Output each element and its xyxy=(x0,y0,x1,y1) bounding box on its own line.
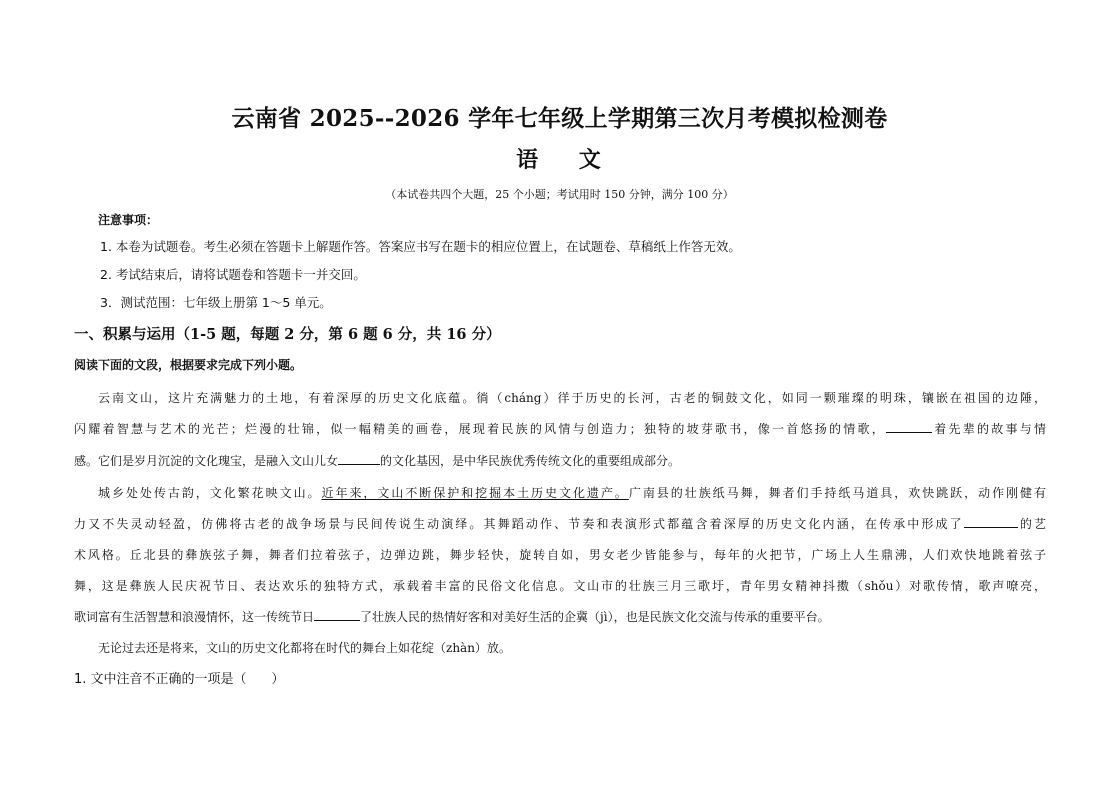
passage-text: 的艺 xyxy=(1017,517,1046,531)
passage-text: 城乡处处传古韵，文化繁花映文山。 xyxy=(98,486,322,500)
fill-blank xyxy=(314,608,360,621)
question-1: 1. 文中注音不正确的一项是（ ） xyxy=(74,672,285,687)
reading-instruction: 阅读下面的文段，根据要求完成下列小题。 xyxy=(74,358,303,372)
passage-line xyxy=(74,608,1046,625)
subject-title: 语 文 xyxy=(516,147,603,173)
exam-info: （本试卷共四个大题，25 个小题；考试用时 150 分钟，满分 100 分） xyxy=(385,188,734,201)
passage-text: 的文化基因，是中华民族优秀传统文化的重要组成部分。 xyxy=(380,454,681,468)
exam-title: 云南省 2025--2026 学年七年级上学期第三次月考模拟检测卷 xyxy=(231,105,888,132)
passage-text: 云南文山，这片充满魅力的土地，有着深厚的历史文化底蕴。徜（cháng）徉于历史的长河，古老的铜鼓文化，如同一颗璀璨的明珠，镶嵌在祖国的边陲， xyxy=(98,391,1046,405)
fill-blank xyxy=(964,515,1018,528)
passage-text: 歌词富有生活智慧和浪漫情怀，这一传统节日 xyxy=(74,610,315,624)
passage-text: 感。它们是岁月沉淀的文化瑰宝，是融入文山儿女 xyxy=(74,454,339,468)
notice-item-2: 2. 考试结束后，请将试题卷和答题卡一并交回。 xyxy=(100,267,366,282)
passage-line xyxy=(74,420,1046,437)
passage-line: 无论过去还是将来，文山的历史文化都将在时代的舞台上如花绽（zhàn）放。 xyxy=(98,641,511,655)
passage-text: 了壮族人民的热情好客和对美好生活的企冀（jì），也是民族文化交流与传承的重要平台。 xyxy=(360,610,830,624)
passage-text: 力又不失灵动轻盈，仿佛将古老的战争场景与民间传说生动演绎。其舞蹈动作、节奏和表演形式都蕴含着深厚的历史文化内涵，在传承中形成了 xyxy=(74,517,964,531)
notice-item-3: 3．测试范围：七年级上册第 1～5 单元。 xyxy=(100,295,332,310)
passage-line xyxy=(98,484,1046,501)
passage-line xyxy=(74,515,1046,532)
passage-text: 广南县的壮族纸马舞，舞者们手持纸马道具，欢快跳跃，动作刚健有 xyxy=(628,486,1046,500)
fill-blank xyxy=(886,420,932,433)
underlined-sentence: 近年来，文山不断保护和挖掘本土历史文化遗产。 xyxy=(321,486,629,500)
passage-line xyxy=(74,452,1046,469)
notice-item-1: 1. 本卷为试题卷。考生必须在答题卡上解题作答。答案应书写在题卡的相应位置上，在试题卷、草稿纸上作答无效。 xyxy=(100,239,741,254)
fill-blank xyxy=(338,452,380,465)
passage-line xyxy=(98,389,1046,406)
notice-heading: 注意事项： xyxy=(98,213,159,227)
passage-text: 闪耀着智慧与艺术的光芒；烂漫的壮锦，似一幅精美的画卷，展现着民族的风情与创造力；独特的坡芽歌书，像一首悠扬的情歌， xyxy=(74,422,887,436)
section-heading: 一、积累与运用（1-5 题，每题 2 分，第 6 题 6 分，共 16 分） xyxy=(74,326,501,343)
passage-line: 舞，这是彝族人民庆祝节日、表达欢乐的独特方式，承载着丰富的民俗文化信息。文山市的壮族三月三歌圩，青年男女精神抖擞（shǒu）对歌传情，歌声嘹亮， xyxy=(74,579,1046,593)
passage-text: 着先辈的故事与情 xyxy=(932,422,1046,436)
passage-line: 术风格。丘北县的彝族弦子舞，舞者们拉着弦子，边弹边跳，舞步轻快，旋转自如，男女老少皆能参与，每年的火把节，广场上人生鼎沸，人们欢快地跳着弦子 xyxy=(74,548,1046,562)
